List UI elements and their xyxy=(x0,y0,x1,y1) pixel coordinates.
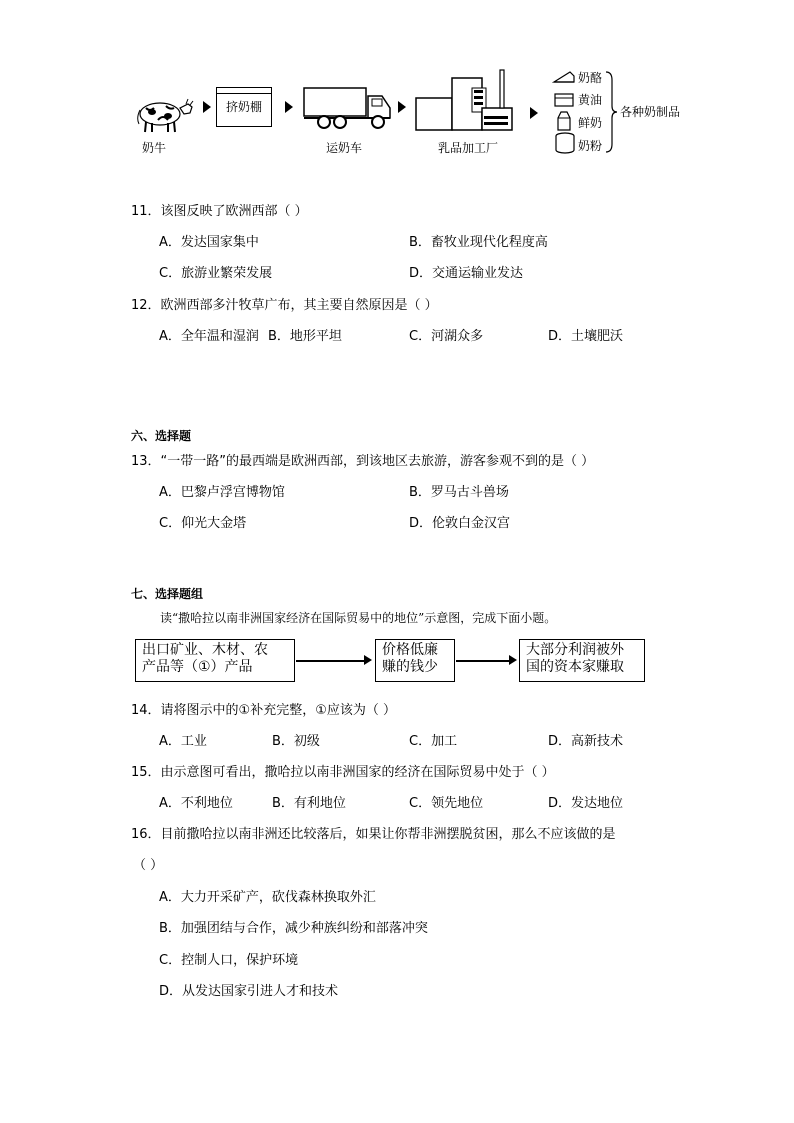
arrow-icon xyxy=(509,655,517,665)
q12-option-b[interactable]: B．地形平坦 xyxy=(268,329,342,344)
milking-shed xyxy=(216,87,272,127)
q15-option-c[interactable]: C．领先地位 xyxy=(409,796,484,811)
q13-stem: 13．“一带一路”的最西端是欧洲西部，到该地区去旅游，游客参观不到的是（ ） xyxy=(131,454,595,469)
factory-icon xyxy=(414,68,520,132)
products-summary: 各种奶制品 xyxy=(620,105,681,119)
milk-carton-icon xyxy=(553,110,575,132)
q12-option-c[interactable]: C．河湖众多 xyxy=(409,329,484,344)
q13-option-c[interactable]: C．仰光大金塔 xyxy=(159,516,247,531)
product-cheese: 奶酪 xyxy=(578,71,603,85)
flow-box-profit xyxy=(519,639,645,682)
q13-option-b[interactable]: B．罗马古斗兽场 xyxy=(409,485,509,500)
q16-option-c[interactable]: C．控制人口，保护环境 xyxy=(159,953,299,968)
q12-option-a[interactable]: A．全年温和湿润 xyxy=(159,329,259,344)
section-6-title: 六、选择题 xyxy=(131,429,192,443)
q13-option-a[interactable]: A．巴黎卢浮宫博物馆 xyxy=(159,485,285,500)
q12-option-d[interactable]: D．土壤肥沃 xyxy=(548,329,624,344)
q11-option-b[interactable]: B．畜牧业现代化程度高 xyxy=(409,235,548,250)
q11-stem: 11．该图反映了欧洲西部（ ） xyxy=(131,204,308,219)
q11-option-d[interactable]: D．交通运输业发达 xyxy=(409,266,524,281)
section-7-intro: 读“撒哈拉以南非洲国家经济在国际贸易中的地位”示意图，完成下面小题。 xyxy=(160,611,557,625)
arrow-icon xyxy=(398,101,406,113)
q16-stem-paren: （ ） xyxy=(133,858,164,873)
flow-box-export-line2: 产品等（①）产品 xyxy=(142,659,253,675)
q15-option-d[interactable]: D．发达地位 xyxy=(548,796,624,811)
q13-option-d[interactable]: D．伦敦白金汉宫 xyxy=(409,516,511,531)
q14-stem: 14．请将图示中的①补充完整，①应该为（ ） xyxy=(131,703,396,718)
cow-icon xyxy=(136,94,194,134)
flow-arrow-line xyxy=(296,660,365,662)
butter-icon xyxy=(552,90,576,110)
arrow-icon xyxy=(530,107,538,119)
flow-box-export xyxy=(135,639,295,682)
q12-stem: 12．欧洲西部多汁牧草广布，其主要自然原因是（ ） xyxy=(131,298,438,313)
arrow-icon xyxy=(203,101,211,113)
brace-icon xyxy=(604,70,618,154)
q16-option-d[interactable]: D．从发达国家引进人才和技术 xyxy=(159,984,339,999)
product-butter: 黄油 xyxy=(578,93,603,107)
q14-option-a[interactable]: A．工业 xyxy=(159,734,207,749)
q16-stem: 16．目前撒哈拉以南非洲还比较落后，如果让你帮非洲摆脱贫困，那么不应该做的是 xyxy=(131,827,616,842)
flow-box-profit-line1: 大部分利润被外 xyxy=(526,642,624,658)
flow-box-export-line1: 出口矿业、木材、农 xyxy=(142,642,268,658)
q16-option-b[interactable]: B．加强团结与合作，减少种族纠纷和部落冲突 xyxy=(159,921,428,936)
q14-option-c[interactable]: C．加工 xyxy=(409,734,458,749)
shed-label: 挤奶棚 xyxy=(225,100,262,114)
q11-option-c[interactable]: C．旅游业繁荣发展 xyxy=(159,266,273,281)
milk-powder-can-icon xyxy=(553,132,577,154)
q14-option-d[interactable]: D．高新技术 xyxy=(548,734,624,749)
q16-option-a[interactable]: A．大力开采矿产，砍伐森林换取外汇 xyxy=(159,890,376,905)
arrow-icon xyxy=(364,655,372,665)
flow-box-price-line2: 赚的钱少 xyxy=(382,659,438,675)
flow-box-price xyxy=(375,639,455,682)
flow-box-price-line1: 价格低廉 xyxy=(382,642,438,658)
truck-label: 运奶车 xyxy=(326,141,363,155)
cheese-icon xyxy=(552,68,576,88)
q15-option-b[interactable]: B．有利地位 xyxy=(272,796,346,811)
q11-option-a[interactable]: A．发达国家集中 xyxy=(159,235,259,250)
factory-label: 乳品加工厂 xyxy=(438,141,499,155)
flow-arrow-line xyxy=(456,660,510,662)
q15-option-a[interactable]: A．不利地位 xyxy=(159,796,233,811)
product-powder: 奶粉 xyxy=(578,139,603,153)
truck-icon xyxy=(302,86,394,130)
cow-label: 奶牛 xyxy=(142,141,167,155)
product-milk: 鲜奶 xyxy=(578,116,603,130)
arrow-icon xyxy=(285,101,293,113)
q14-option-b[interactable]: B．初级 xyxy=(272,734,320,749)
flow-box-profit-line2: 国的资本家赚取 xyxy=(526,659,624,675)
q15-stem: 15．由示意图可看出，撒哈拉以南非洲国家的经济在国际贸易中处于（ ） xyxy=(131,765,555,780)
section-7-title: 七、选择题组 xyxy=(131,587,204,601)
